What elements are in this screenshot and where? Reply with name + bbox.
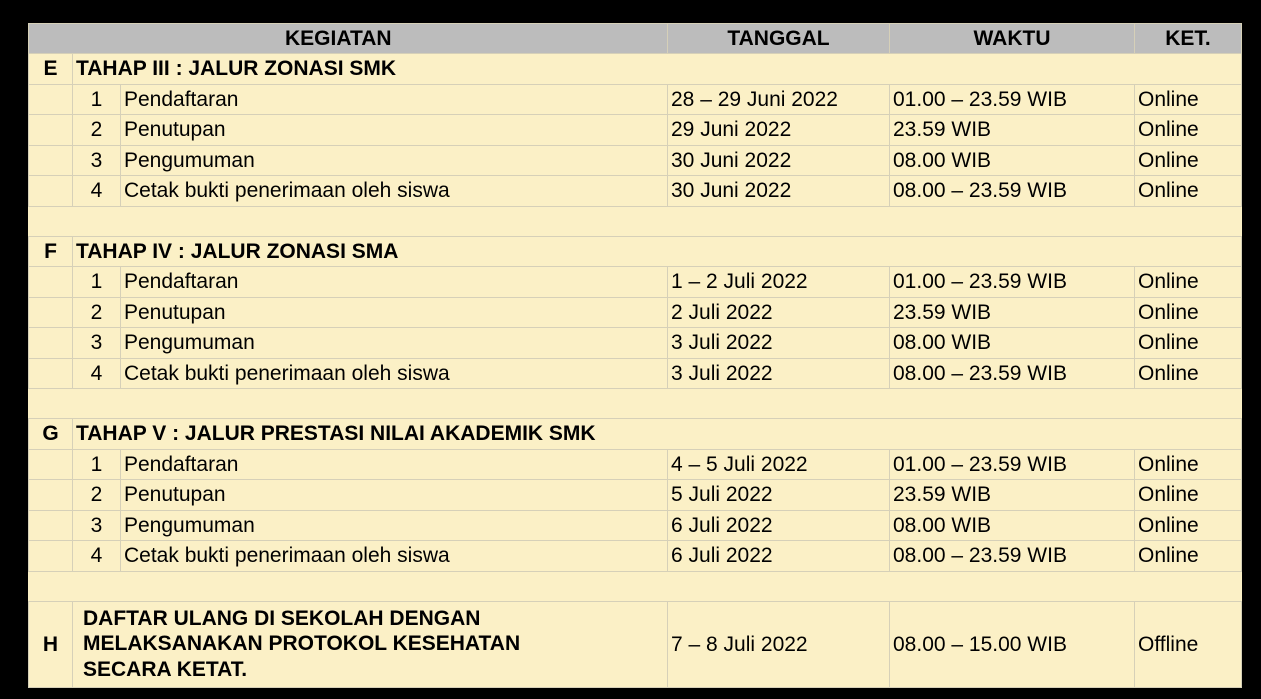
table-row	[29, 358, 1242, 389]
row-ket: Online	[1135, 510, 1242, 541]
row-time: 08.00 – 23.59 WIB	[890, 541, 1135, 572]
spacer-row	[29, 389, 1242, 419]
row-ket: Online	[1135, 541, 1242, 572]
row-date: 6 Juli 2022	[668, 510, 890, 541]
table-row	[29, 297, 1242, 328]
row-activity: Cetak bukti penerimaan oleh siswa	[121, 541, 668, 572]
row-time: 08.00 WIB	[890, 328, 1135, 359]
row-activity: Pendaftaran	[121, 449, 668, 480]
table-row	[29, 267, 1242, 298]
row-activity: Pengumuman	[121, 145, 668, 176]
row-number: 2	[73, 115, 121, 146]
row-time: 23.59 WIB	[890, 297, 1135, 328]
row-number: 1	[73, 84, 121, 115]
header-tanggal: TANGGAL	[668, 24, 890, 54]
row-activity: Penutupan	[121, 297, 668, 328]
row-number: 1	[73, 267, 121, 298]
row-number: 3	[73, 510, 121, 541]
row-date: 30 Juni 2022	[668, 176, 890, 207]
row-date: 3 Juli 2022	[668, 328, 890, 359]
table-row	[29, 449, 1242, 480]
final-title-line: SECARA KETAT.	[83, 657, 248, 681]
section-title-row	[29, 419, 1242, 450]
section-title: TAHAP IV : JALUR ZONASI SMA	[73, 236, 1242, 267]
row-date: 3 Juli 2022	[668, 358, 890, 389]
row-time: 08.00 – 15.00 WIB	[890, 601, 1135, 687]
table-row	[29, 176, 1242, 207]
row-activity: Pendaftaran	[121, 267, 668, 298]
row-ket: Online	[1135, 449, 1242, 480]
row-ket: Online	[1135, 84, 1242, 115]
header-ket: KET.	[1135, 24, 1242, 54]
header-row	[29, 24, 1242, 54]
row-number: 2	[73, 297, 121, 328]
section-title: TAHAP III : JALUR ZONASI SMK	[73, 54, 1242, 85]
row-number: 3	[73, 328, 121, 359]
row-activity: Cetak bukti penerimaan oleh siswa	[121, 176, 668, 207]
final-title	[73, 601, 668, 687]
row-time: 23.59 WIB	[890, 480, 1135, 511]
row-time: 08.00 WIB	[890, 145, 1135, 176]
row-activity: Pengumuman	[121, 510, 668, 541]
row-ket: Online	[1135, 267, 1242, 298]
section-title-row	[29, 54, 1242, 85]
row-date: 2 Juli 2022	[668, 297, 890, 328]
row-date: 28 – 29 Juni 2022	[668, 84, 890, 115]
row-date: 5 Juli 2022	[668, 480, 890, 511]
row-date: 4 – 5 Juli 2022	[668, 449, 890, 480]
table-row	[29, 510, 1242, 541]
table-row	[29, 145, 1242, 176]
table-row	[29, 115, 1242, 146]
row-activity: Penutupan	[121, 480, 668, 511]
row-number: 4	[73, 541, 121, 572]
row-activity: Pendaftaran	[121, 84, 668, 115]
row-time: 08.00 WIB	[890, 510, 1135, 541]
row-ket: Online	[1135, 176, 1242, 207]
section-title-row	[29, 236, 1242, 267]
row-number: 4	[73, 176, 121, 207]
header-kegiatan: KEGIATAN	[29, 24, 668, 54]
spacer-row	[29, 571, 1242, 601]
row-date: 1 – 2 Juli 2022	[668, 267, 890, 298]
row-ket: Offline	[1135, 601, 1242, 687]
row-ket: Online	[1135, 328, 1242, 359]
section-letter: G	[29, 419, 73, 450]
row-ket: Online	[1135, 480, 1242, 511]
row-number: 2	[73, 480, 121, 511]
table-row	[29, 480, 1242, 511]
spacer-row	[29, 206, 1242, 236]
final-title-line: DAFTAR ULANG DI SEKOLAH DENGAN	[83, 607, 481, 631]
row-date: 6 Juli 2022	[668, 541, 890, 572]
row-date: 29 Juni 2022	[668, 115, 890, 146]
row-ket: Online	[1135, 115, 1242, 146]
row-activity: Cetak bukti penerimaan oleh siswa	[121, 358, 668, 389]
row-time: 01.00 – 23.59 WIB	[890, 449, 1135, 480]
row-time: 08.00 – 23.59 WIB	[890, 176, 1135, 207]
row-number: 1	[73, 449, 121, 480]
section-title: TAHAP V : JALUR PRESTASI NILAI AKADEMIK SMK	[73, 419, 1242, 450]
header-waktu: WAKTU	[890, 24, 1135, 54]
section-letter: H	[29, 601, 73, 687]
row-time: 01.00 – 23.59 WIB	[890, 267, 1135, 298]
section-letter: F	[29, 236, 73, 267]
final-row	[29, 601, 1242, 687]
row-date: 7 – 8 Juli 2022	[668, 601, 890, 687]
row-ket: Online	[1135, 297, 1242, 328]
row-ket: Online	[1135, 145, 1242, 176]
row-time: 23.59 WIB	[890, 115, 1135, 146]
row-time: 08.00 – 23.59 WIB	[890, 358, 1135, 389]
row-activity: Penutupan	[121, 115, 668, 146]
row-number: 4	[73, 358, 121, 389]
table-row	[29, 328, 1242, 359]
row-time: 01.00 – 23.59 WIB	[890, 84, 1135, 115]
row-activity: Pengumuman	[121, 328, 668, 359]
row-ket: Online	[1135, 358, 1242, 389]
table-row	[29, 541, 1242, 572]
table-row	[29, 84, 1242, 115]
row-number: 3	[73, 145, 121, 176]
final-title-line: MELAKSANAKAN PROTOKOL KESEHATAN	[83, 632, 521, 656]
row-date: 30 Juni 2022	[668, 145, 890, 176]
schedule-table	[28, 23, 1242, 688]
section-letter: E	[29, 54, 73, 85]
